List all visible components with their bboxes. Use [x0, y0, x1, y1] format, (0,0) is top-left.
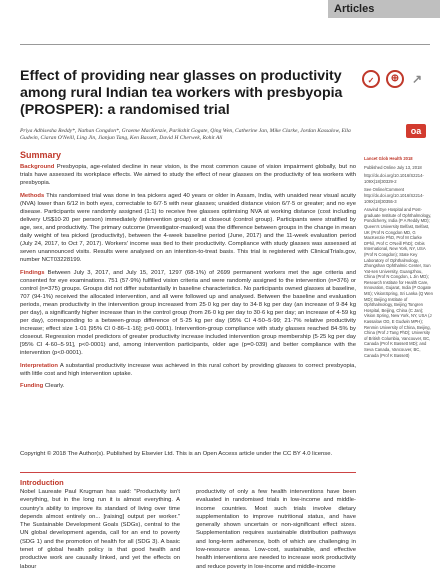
funding-text: Clearly.	[44, 383, 65, 390]
funding-label: Funding	[20, 383, 44, 390]
copyright-notice: Copyright © 2018 The Author(s). Published by Elsevier Ltd. This is an Open Access article under the CC BY 4.0 license.	[20, 451, 333, 457]
introduction-column-2: productivity of only a few health interventions have been evaluated in randomised trials in low-income and middle-income countries. Most such trials involve dietary supplementation to improve nutritional status, and have generally shown uncertain or non-significant effect sizes. Supplementation requires sustainable distribution pathways and long-term adherence, both of which are challenging in low-resource areas. Low-cost, sustainable, and effective health interventions are needed to increase work productivity and reduce poverty in low-income and middle-income	[196, 489, 356, 570]
doi-link[interactable]: http://dx.doi.org/10.1016/S2214-109X(18)30329-2	[364, 173, 424, 184]
journal-citation: Lancet Glob Health 2018	[364, 156, 413, 161]
sidebar	[364, 156, 434, 361]
methods-paragraph	[20, 192, 356, 264]
background-paragraph	[20, 163, 356, 187]
header-rule	[20, 44, 430, 45]
published-online: Published Online July 13, 2018	[364, 164, 422, 170]
introduction-heading: Introduction	[20, 478, 64, 487]
top-bar	[0, 0, 440, 18]
crossmark-icon[interactable]: ✓	[362, 70, 380, 88]
interpretation-paragraph	[20, 362, 356, 378]
findings-paragraph	[20, 269, 356, 358]
background-text: Presbyopia, age-related decline in near vision, is the most common cause of vision impairment globally, but no trials have assessed its workplace effects. We aimed to study the effect of near glasses on the productivity of tea workers with presbyopia.	[20, 164, 357, 187]
badge-group	[362, 66, 426, 92]
introduction-column-1: Nobel Laureate Paul Krugman has said: "Productivity isn't everything, but in the long run it is almost everything. A country's ability to improve its standard of living over time depends almost entirely on... [raising] output per worker." The Sustainable Development Goals (SDGs), central to the UN global development agenda, call for an end to poverty (SDG 1) and the promotion of health for all (SDG 3). A basic tenet of global health policy is that good health and productive work are causally linked, and yet the effects on labour	[20, 489, 180, 570]
background-label: Background	[20, 164, 55, 170]
oa-badge: oa	[406, 124, 426, 138]
article-title: Effect of providing near glasses on productivity among rural Indian tea workers with presbyopia (PROSPER): a randomised trial	[20, 68, 343, 118]
methods-label: Methods	[20, 192, 45, 199]
interpretation-text: A substantial productivity increase was achieved in this rural cohort by providing glasses to correct presbyopia, with little cost and high intervention uptake.	[20, 362, 356, 377]
methods-text: This randomised trial was done in tea pickers aged 40 years or older in Assam, India, with unaided near visual acuity (NVA) lower than 6/12 in both eyes, correctable to 6/7·5 with near glasses; unaided distance vision 6/7·5 or greater; and no eye disease. Participants were randomly assigned (1:1) to receive free glasses optimising NVA at working distance (cost including delivery US$10·20 per person) immediately (intervention group) or at closeout (control group). Participants were stratified by age, sex, and productivity. The primary outcome (investigator-masked) was the difference between groups in the change in mean daily weight of tea picked (productivity), between the 4-week baseline period (June, 2017) and the 11-week evaluation period (July 24, 2017, to Oct 7, 2017). Workers' income was tied to their productivity. Compliance with study glasses was assessed at seven unannounced visits. Results were analysed on an intention-to-treat basis. This trial is registered with ClinicalTrials.gov, number NCT03228199.	[20, 192, 357, 264]
findings-text: Between July 3, 2017, and July 15, 2017, 1297 (68·1%) of 2699 permanent workers met the age criteria and consented for eye examinations. 751 (57·9%) fulfilled vision criteria and were randomly assigned to the intervention (n=376) or control (n=375) groups. Groups did not differ substantially in baseline characteristics. No participants owned glasses at baseline, 707 (94·1%) received the allocated intervention, and all were followed up and analysed. Between the baseline and evaluation periods, mean productivity in the intervention group increased from 25·0 kg per day to 34·8 kg per day (an increase of 9·84 kg per day), a significantly higher increase than in the control group (from 26·0 kg per day to 30·6 kg per day; an increase of 4·59 kg per day), corresponding to a between-group difference of 5·25 kg per day (95% CI 4·50–5·99; 21·7% relative productivity increase; effect size 1·01 [95% CI 0·86–1·16]; p<0·0001). Intervention-group compliance with study glasses reached 84·5% by closeout. Regression model predictors of greater productivity increase included intervention group membership (5·25 kg per day [95% CI 4·60–5·91], p<0·0001) and, among intervention participants, older age (p=0·039) and better compliance with the intervention (p<0·0001).	[20, 269, 356, 357]
summary-section	[20, 150, 356, 395]
section-tag: Articles	[328, 0, 440, 18]
comment-link[interactable]: See Online/Comment http://dx.doi.org/10.1016/S2214-109X(18)30355-3	[364, 187, 424, 204]
funding-paragraph	[20, 382, 356, 390]
arrow-icon: ↗	[411, 72, 423, 86]
open-access-icon[interactable]: ⊕	[386, 70, 404, 88]
section-divider	[20, 472, 356, 473]
author-list: Priya Adhisesha Reddy*, Nathan Congdon*, Graeme MacKenzie, Parikshit Gogate, Qing Wen, Catherine Jan, Mike Clarke, Jordan Kassalow, Ella Gudwin, Ciaran O'Neill, Ling Jin, Jianjun Tang, Ken Bassett, David H Cherwek, Rohit Ali	[20, 128, 351, 142]
summary-heading: Summary	[20, 150, 62, 160]
interpretation-label: Interpretation	[20, 362, 58, 369]
findings-label: Findings	[20, 269, 45, 276]
affiliations: Aravind Eye Hospital and Post-graduate Institute of Ophthalmology, Pondicherry, India (P A Reddy MD); Queen's University Belfast, Belfast, UK (Prof N Congdon MD, G MacKenzie PhD, Prof M Clarke DPhil, Prof C O'Neill PhD); Orbis International, New York, NY, USA (Prof N Congdon); State Key Laboratory of Ophthalmology, Zhongshan Ophthalmic Center, Sun Yat-sen University, Guangzhou, China (Prof N Congdon, L Jin MD); Research Institute for Health Care, Innovation, Gujarat, India (P Gogate MS); VisionSpring, Sri Lanka (Q Wen MD); Beijing Institute of Ophthalmology, Beijing Tongren Hospital, Beijing, China (C Jan); Vision Spring, New York, NY, USA (J Kassalow OD, E Gudwin MPH); Renmin University of China, Beijing, China (Prof J Tang PhD); University of British Columbia, Vancouver, BC, Canada (Prof K Bassett MD); and Seva Canada, Vancouver, BC, Canada (Prof K Bassett)	[364, 207, 433, 358]
